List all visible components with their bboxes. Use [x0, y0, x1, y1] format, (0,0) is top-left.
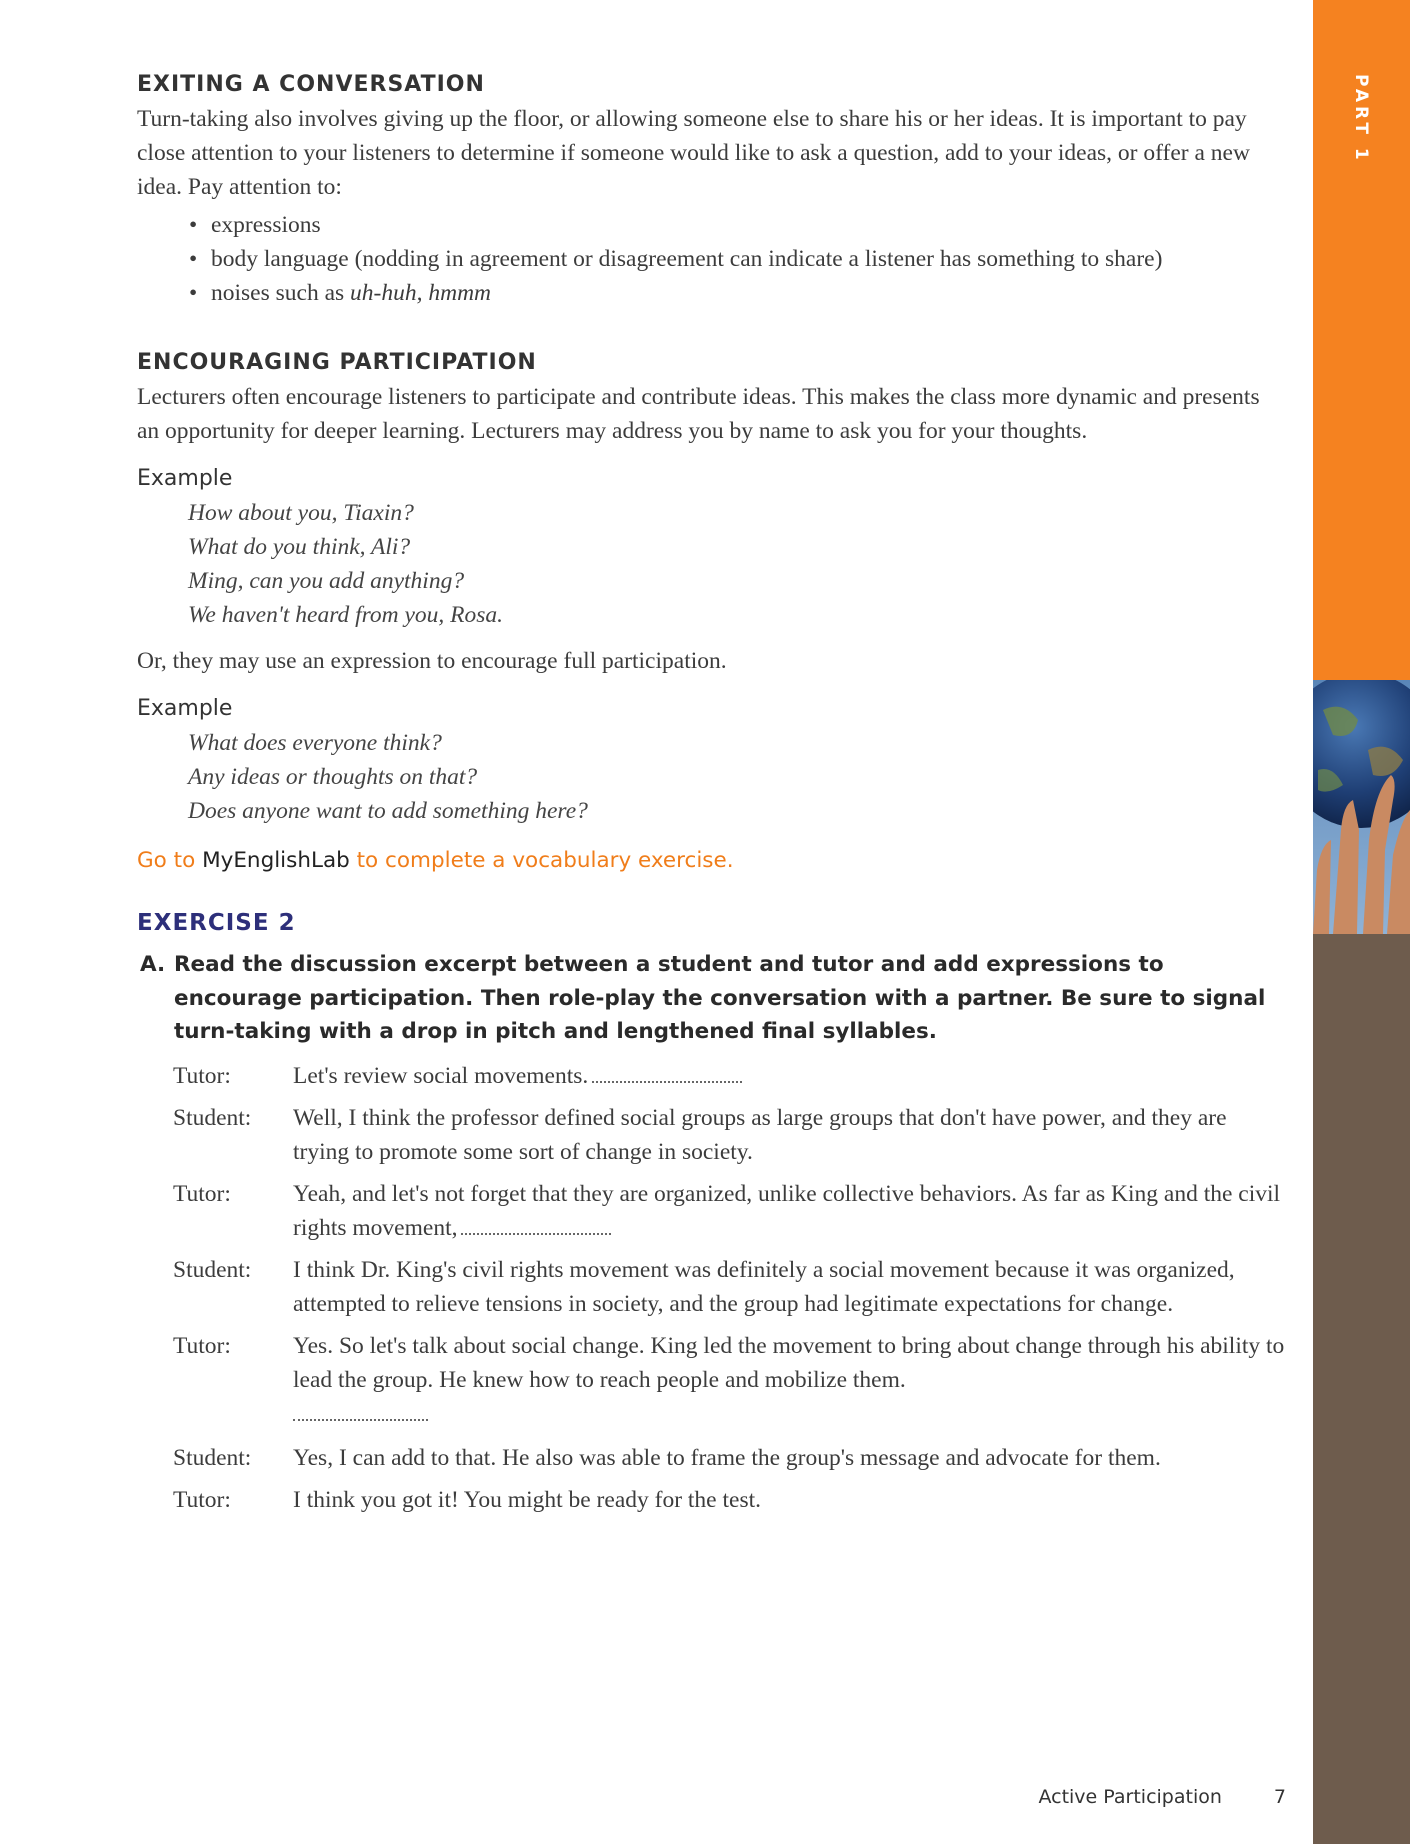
- speech-text-wrap: [293, 1059, 1287, 1093]
- example-list: [137, 726, 1287, 828]
- list-item-italic: uh-huh, hmmm: [350, 280, 492, 306]
- dialogue-turn: [173, 1483, 1287, 1517]
- speaker-label: Tutor:: [173, 1062, 231, 1089]
- earth-hands-photo: [1313, 680, 1410, 934]
- page-footer: [1000, 1783, 1286, 1811]
- list-item-text: noises such as: [211, 280, 351, 306]
- exercise-title: EXERCISE 2: [137, 910, 296, 936]
- example-line: Ming, can you add anything?: [188, 568, 465, 594]
- answer-blank[interactable]: [592, 1067, 742, 1083]
- speech-text: Yes, I can add to that. He also was able to frame the group's message and advocate for them.: [293, 1444, 1161, 1471]
- link-prefix: Go to: [137, 848, 203, 873]
- part-sidebar: [1313, 0, 1410, 1844]
- speech-text: I think you got it! You might be ready for the test.: [293, 1486, 761, 1513]
- answer-blank[interactable]: [461, 1219, 611, 1235]
- main-content: [137, 68, 1287, 1525]
- speaker-label: Tutor:: [173, 1332, 231, 1359]
- speech-text: Yes. So let's talk about social change. King led the movement to bring about change through his ability to lead the group. He knew how to reach people and mobilize them.: [293, 1332, 1285, 1393]
- exiting-paragraph: Turn-taking also involves giving up the floor, or allowing someone else to share his or her ideas. It is important to pay close attention to your listeners to determine if someone would like to ask a question, add to your ideas, or offer a new idea. Pay attention to:: [137, 106, 1250, 200]
- list-item: [189, 208, 1287, 242]
- speech-text: Well, I think the professor defined social groups as large groups that don't have power, and they are trying to promote some sort of change in society.: [293, 1104, 1227, 1165]
- bridge-sentence: Or, they may use an expression to encourage full participation.: [137, 648, 727, 674]
- list-item-text: expressions: [211, 212, 321, 238]
- speaker-label: Student:: [173, 1444, 252, 1471]
- example-line: We haven't heard from you, Rosa.: [188, 602, 504, 628]
- bullet-icon: •: [189, 212, 198, 238]
- dialogue-turn: [173, 1253, 1287, 1321]
- example-label: Example: [137, 696, 233, 721]
- example-line: What do you think, Ali?: [188, 534, 411, 560]
- footer-section-title: Active Participation: [1038, 1786, 1222, 1808]
- dialogue-turn: [173, 1101, 1287, 1169]
- speaker-label: Tutor:: [173, 1180, 231, 1207]
- speech-text: Let's review social movements.: [293, 1062, 589, 1089]
- speaker-label: Student:: [173, 1104, 252, 1131]
- speech-text: Yeah, and let's not forget that they are organized, unlike collective behaviors. As far as King and the civil rights movement,: [293, 1180, 1281, 1241]
- list-item: [189, 242, 1287, 276]
- dialogue-turn: [173, 1059, 1287, 1093]
- encouraging-paragraph: Lecturers often encourage listeners to participate and contribute ideas. This makes the class more dynamic and presents an opportunity for deeper learning. Lecturers may address you by name to ask you for your thoughts.: [137, 384, 1260, 444]
- bullet-icon: •: [189, 280, 198, 306]
- speech-text-wrap: [293, 1177, 1287, 1245]
- page-number: 7: [1273, 1786, 1286, 1808]
- exiting-heading: EXITING A CONVERSATION: [137, 72, 485, 97]
- bullet-icon: •: [189, 246, 198, 272]
- list-item-text: body language (nodding in agreement or disagreement can indicate a listener has something to share): [211, 246, 1163, 272]
- example-list: [137, 496, 1287, 632]
- part-tab-band: [1313, 0, 1410, 680]
- example-line: What does everyone think?: [188, 730, 442, 756]
- earth-hands-illustration: [1313, 680, 1410, 934]
- exercise-instructions: [137, 948, 1287, 1049]
- attention-list: [137, 208, 1287, 310]
- dialogue-turn: [173, 1329, 1287, 1433]
- myenglishlab-link[interactable]: [137, 844, 1287, 878]
- speaker-label: Student:: [173, 1256, 252, 1283]
- encouraging-heading: ENCOURAGING PARTICIPATION: [137, 350, 537, 375]
- speech-text-wrap: [293, 1329, 1287, 1433]
- example-line: How about you, Tiaxin?: [188, 500, 414, 526]
- dialogue: [137, 1059, 1287, 1517]
- speech-text: I think Dr. King's civil rights movement was definitely a social movement because it was organized, attempted to relieve tensions in society, and the group had legitimate expectations for change.: [293, 1256, 1235, 1317]
- example-line: Any ideas or thoughts on that?: [188, 764, 478, 790]
- link-suffix: to complete a vocabulary exercise.: [349, 848, 734, 873]
- part-tab-label: PART 1: [1351, 74, 1371, 164]
- myenglishlab-brand: MyEnglishLab: [202, 848, 350, 873]
- example-label: Example: [137, 466, 233, 491]
- dialogue-turn: [173, 1441, 1287, 1475]
- dialogue-turn: [173, 1177, 1287, 1245]
- list-item: [189, 276, 1287, 310]
- instructions-text: Read the discussion excerpt between a student and tutor and add expressions to encourage participation. Then role-play the conversation with a partner. Be sure to signal turn-taking with a drop in pitch and lengthened final syllables.: [174, 952, 1266, 1044]
- exercise-part-letter: A.: [140, 952, 166, 977]
- answer-blank[interactable]: [293, 1397, 428, 1421]
- speaker-label: Tutor:: [173, 1486, 231, 1513]
- example-line: Does anyone want to add something here?: [188, 798, 588, 824]
